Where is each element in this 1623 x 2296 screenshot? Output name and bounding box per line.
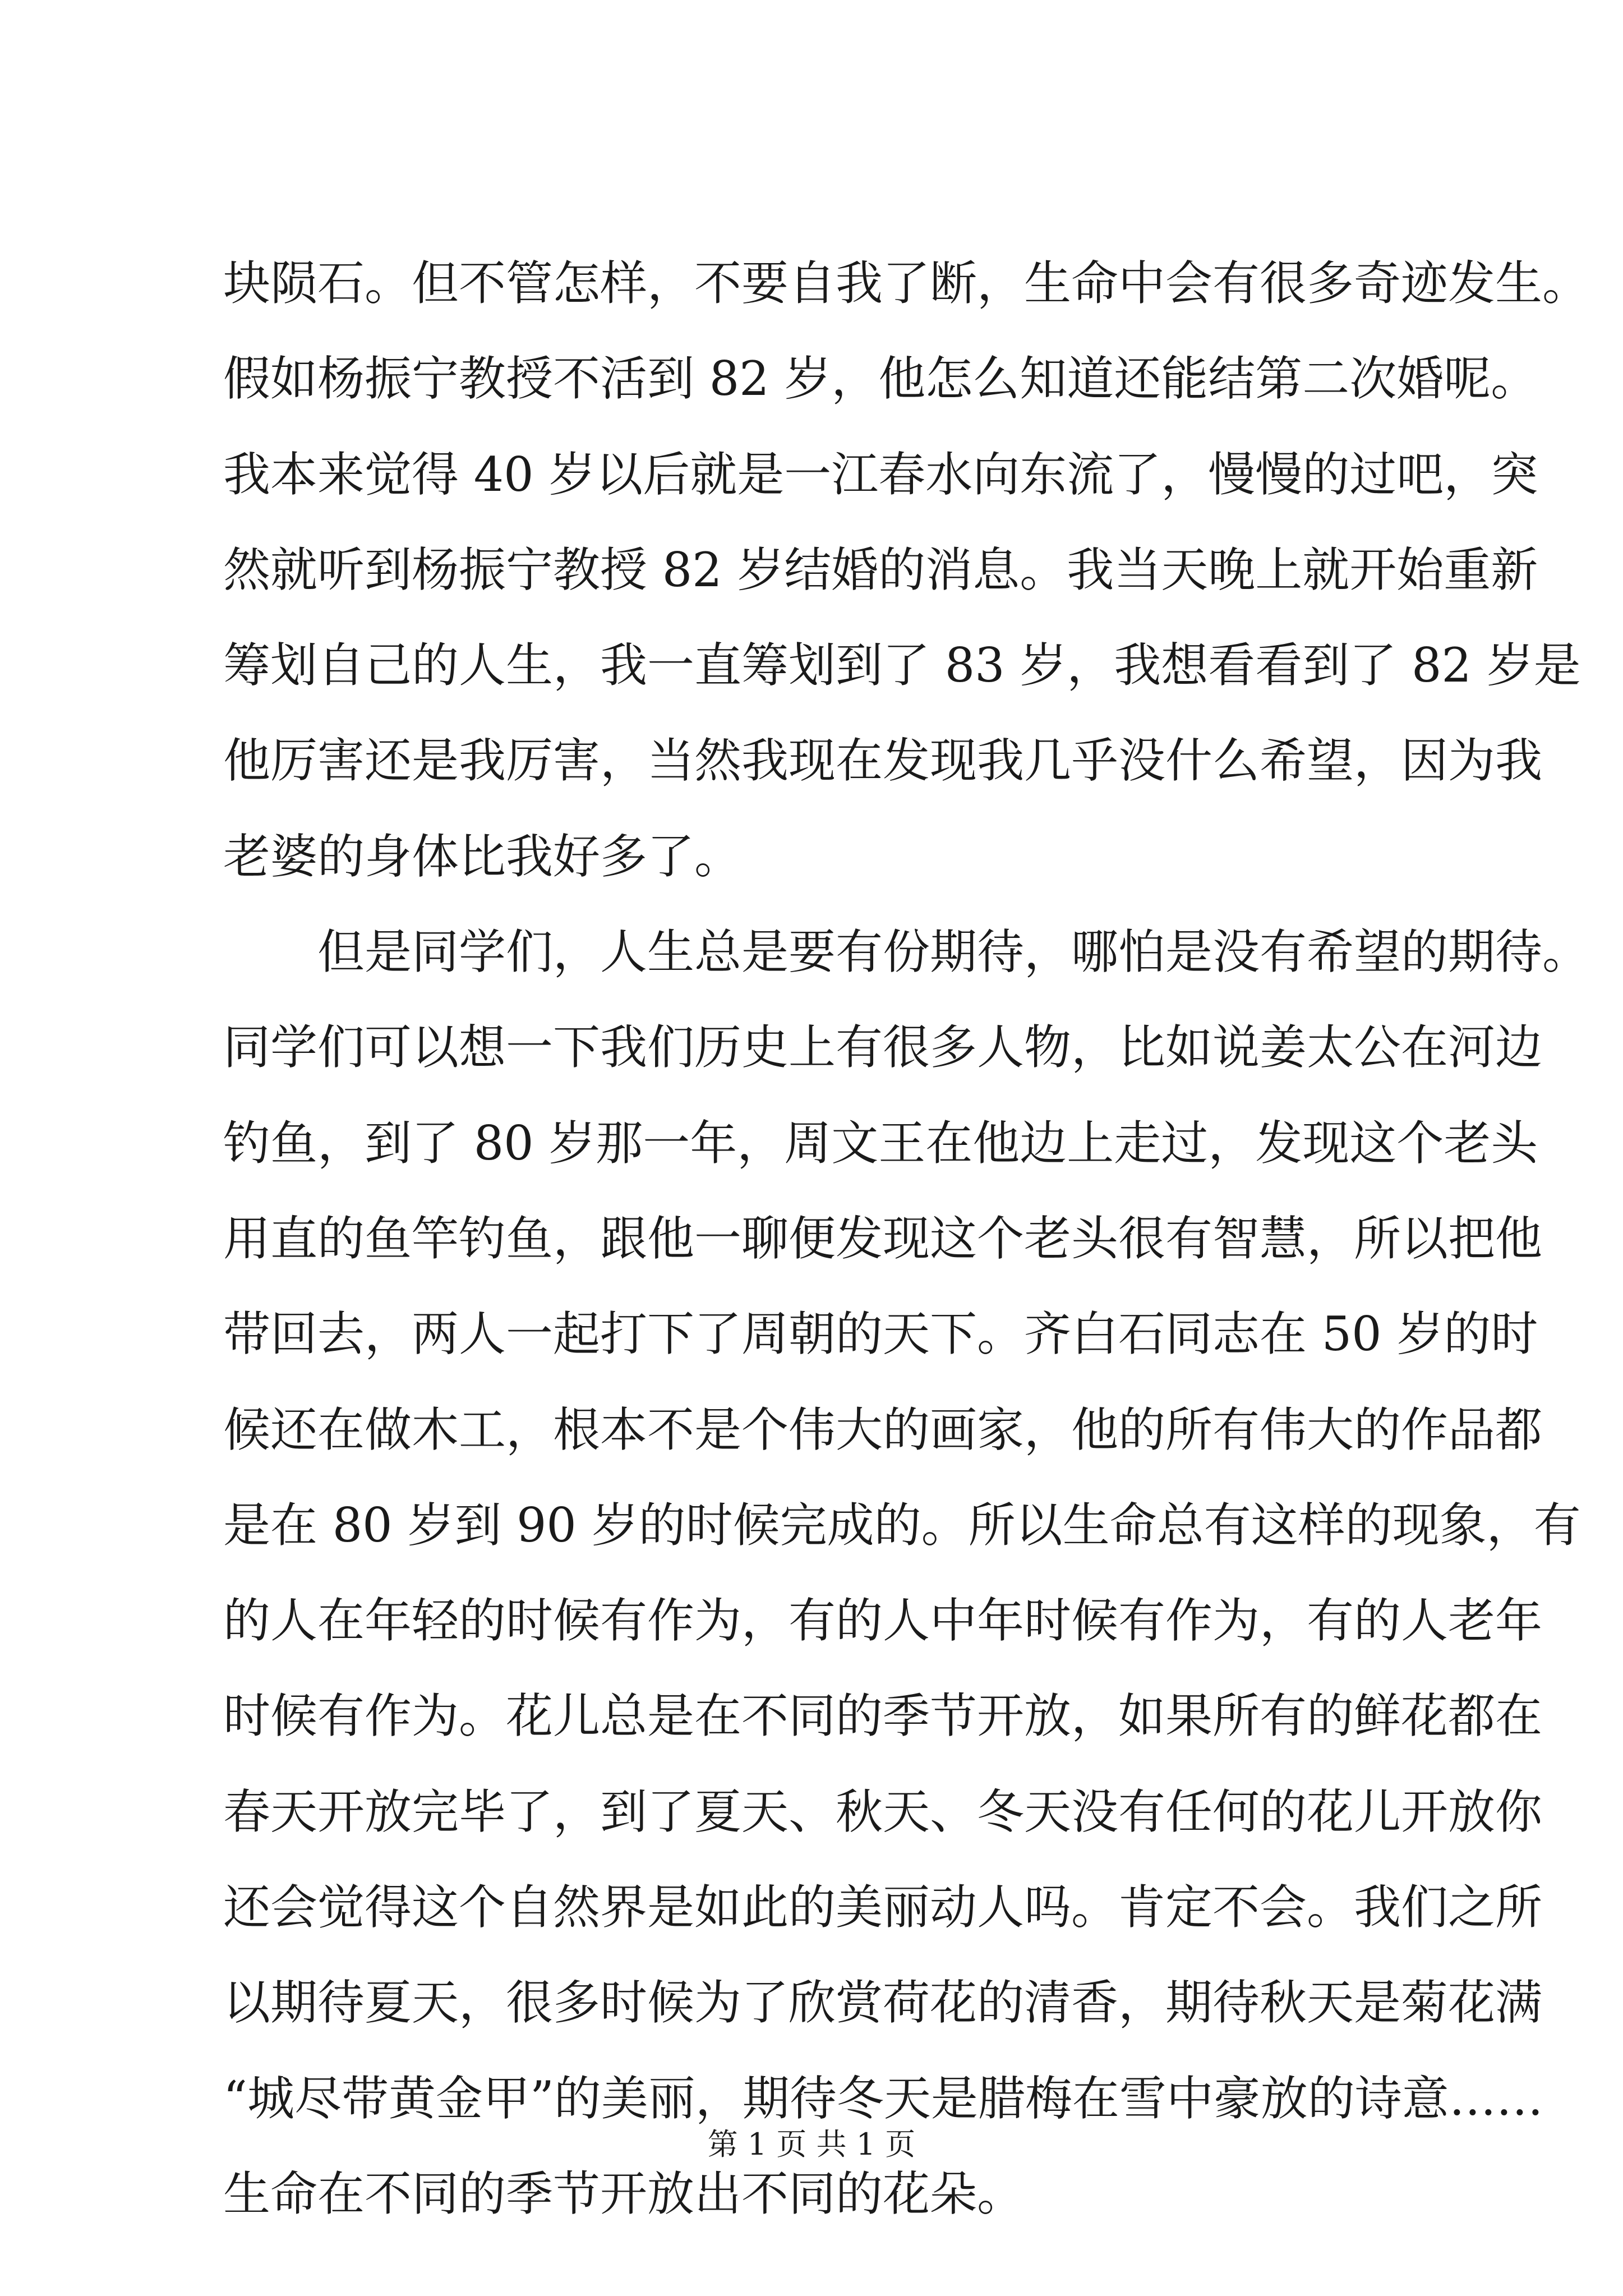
text-line: “城尽带黄金甲”的美丽，期待冬天是腊梅在雪中豪放的诗意…… — [223, 2070, 1543, 2126]
page-number: 第 1 页 共 1 页 — [707, 2127, 916, 2162]
text-line: 然就听到杨振宁教授 82 岁结婚的消息。我当天晚上就开始重新 — [223, 542, 1538, 597]
paragraph-2 — [223, 924, 1590, 2223]
text-line: 我本来觉得 40 岁以后就是一江春水向东流了，慢慢的过吧，突 — [223, 447, 1538, 502]
text-line: 假如杨振宁教授不活到 82 岁，他怎么知道还能结第二次婚呢。 — [223, 351, 1538, 407]
text-line: 候还在做木工，根本不是个伟大的画家，他的所有伟大的作品都 — [223, 1402, 1543, 1457]
text-line: 块陨石。但不管怎样，不要自我了断，生命中会有很多奇迹发生。 — [223, 256, 1590, 311]
text-line: 的人在年轻的时候有作为，有的人中年时候有作为，有的人老年 — [223, 1593, 1543, 1649]
text-line: 生命在不同的季节开放出不同的花朵。 — [223, 2166, 1025, 2221]
text-line: 带回去，两人一起打下了周朝的天下。齐白石同志在 50 岁的时 — [223, 1306, 1538, 1362]
text-line: 时候有作为。花儿总是在不同的季节开放，如果所有的鲜花都在 — [223, 1688, 1543, 1744]
text-line: 是在 80 岁到 90 岁的时候完成的。所以生命总有这样的现象，有 — [223, 1497, 1581, 1553]
text-line: 他厉害还是我厉害，当然我现在发现我几乎没什么希望，因为我 — [223, 733, 1543, 789]
text-line: 同学们可以想一下我们历史上有很多人物，比如说姜太公在河边 — [223, 1020, 1543, 1075]
text-line: 筹划自己的人生，我一直筹划到了 83 岁，我想看看到了 82 岁是 — [223, 638, 1581, 693]
text-line: 春天开放完毕了，到了夏天、秋天、冬天没有任何的花儿开放你 — [223, 1784, 1543, 1839]
text-line: 还会觉得这个自然界是如此的美丽动人吗。肯定不会。我们之所 — [223, 1880, 1543, 1935]
text-line: 老婆的身体比我好多了。 — [223, 829, 742, 884]
text-line: 用直的鱼竿钓鱼，跟他一聊便发现这个老头很有智慧，所以把他 — [223, 1211, 1543, 1266]
text-line: 但是同学们，人生总是要有份期待，哪怕是没有希望的期待。 — [317, 924, 1590, 980]
text-line: 钓鱼，到了 80 岁那一年，周文王在他边上走过，发现这个老头 — [223, 1115, 1538, 1171]
document-body — [223, 255, 1590, 2261]
paragraph-1 — [223, 255, 1590, 885]
text-line: 以期待夏天，很多时候为了欣赏荷花的清香，期待秋天是菊花满 — [223, 1975, 1543, 2031]
page-footer — [0, 2126, 1623, 2163]
